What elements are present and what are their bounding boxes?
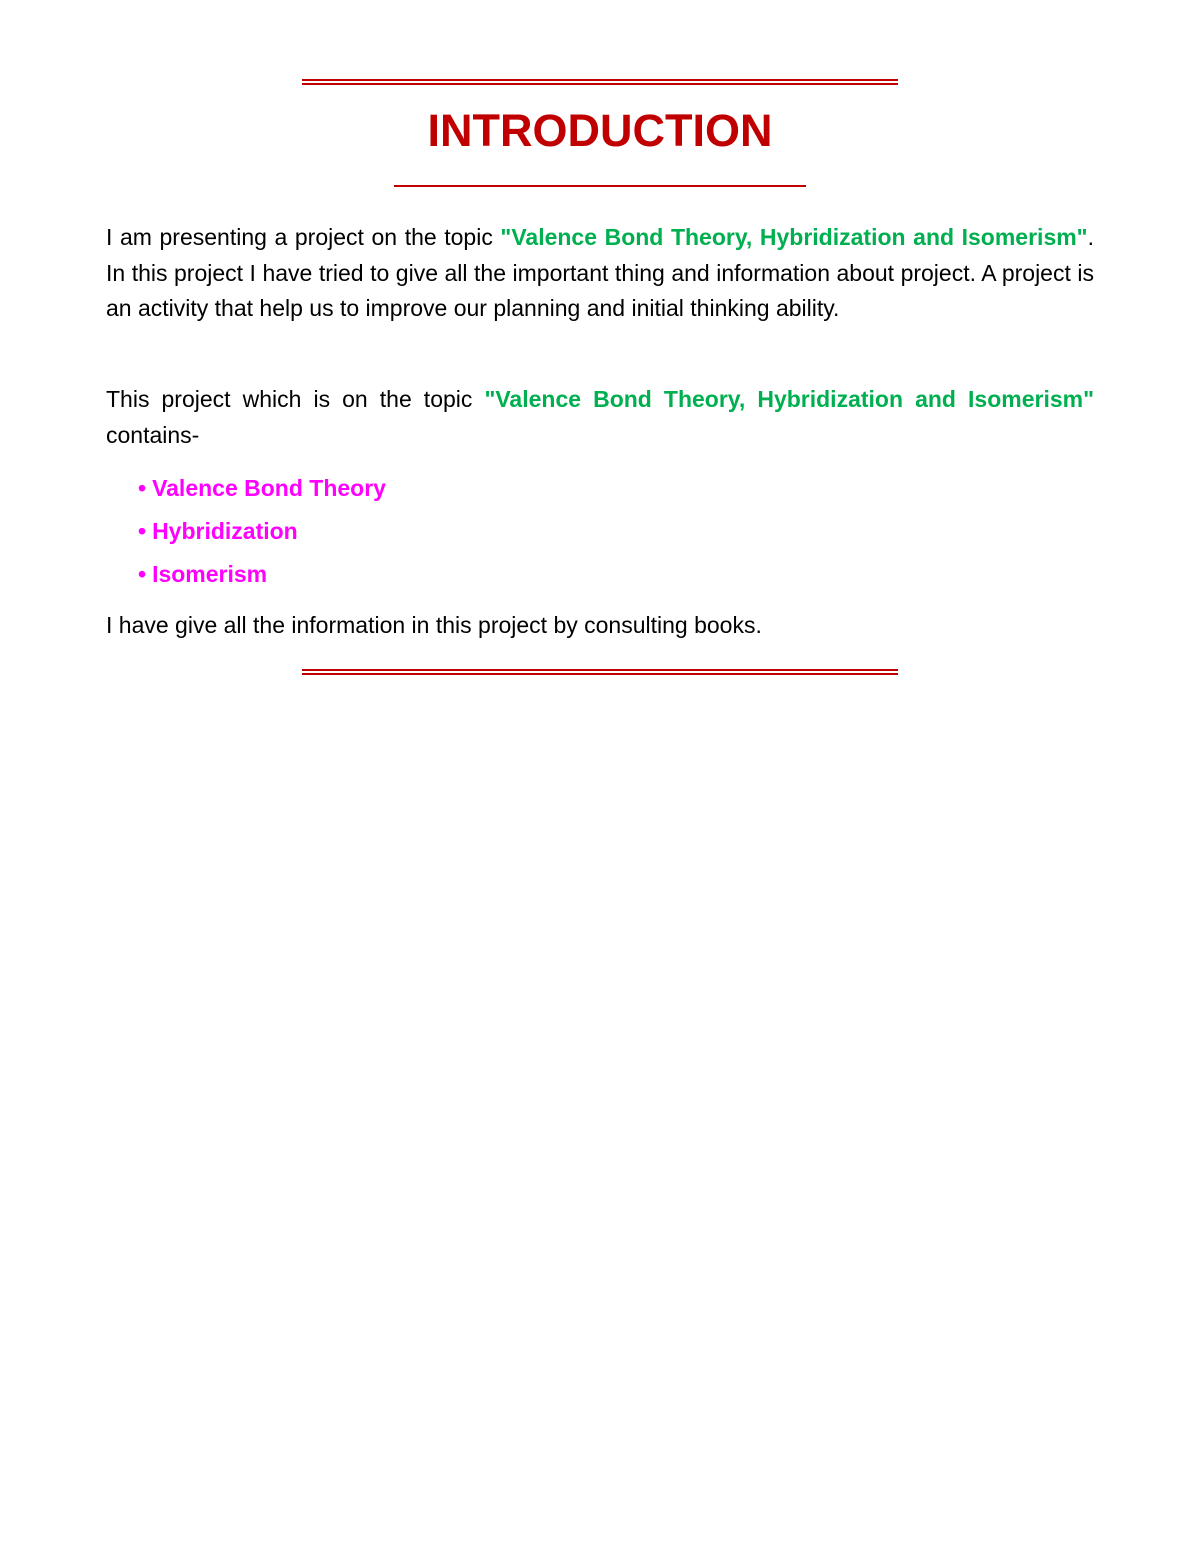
- bullet-icon: •: [138, 561, 147, 587]
- list-item-label: Isomerism: [152, 561, 268, 587]
- list-item-label: Hybridization: [152, 518, 298, 544]
- topic-highlight: "Valence Bond Theory, Hybridization and Isomerism": [500, 224, 1088, 250]
- paragraph-text: I am presenting a project on the topic: [106, 224, 501, 250]
- page-title: INTRODUCTION: [427, 105, 773, 156]
- list-item-label: Valence Bond Theory: [152, 475, 386, 501]
- rule-line: [302, 673, 898, 675]
- closing-paragraph: I have give all the information in this project by consulting books.: [106, 612, 762, 638]
- bullet-icon: •: [138, 518, 147, 544]
- topic-highlight: "Valence Bond Theory, Hybridization and Isomerism": [484, 386, 1094, 412]
- list-item: [138, 510, 386, 553]
- top-double-rule: [302, 79, 898, 85]
- paragraph-text: This project which is on the topic: [106, 386, 485, 412]
- intro-paragraph: [106, 220, 1094, 327]
- bullet-icon: •: [138, 475, 147, 501]
- list-item: [138, 467, 386, 510]
- bottom-double-rule: [302, 669, 898, 675]
- rule-line: [302, 83, 898, 85]
- contents-list: [138, 467, 386, 596]
- paragraph-text: . In this project I have tried to give all the important thing and information about project. A project is an activity that help us to improve our planning and initial thinking ability.: [106, 224, 1094, 321]
- rule-line: [302, 669, 898, 671]
- paragraph-text: contains-: [106, 421, 200, 448]
- title-underline: [394, 185, 806, 187]
- rule-line: [302, 79, 898, 81]
- contents-paragraph: [106, 382, 1094, 453]
- list-item: [138, 553, 386, 596]
